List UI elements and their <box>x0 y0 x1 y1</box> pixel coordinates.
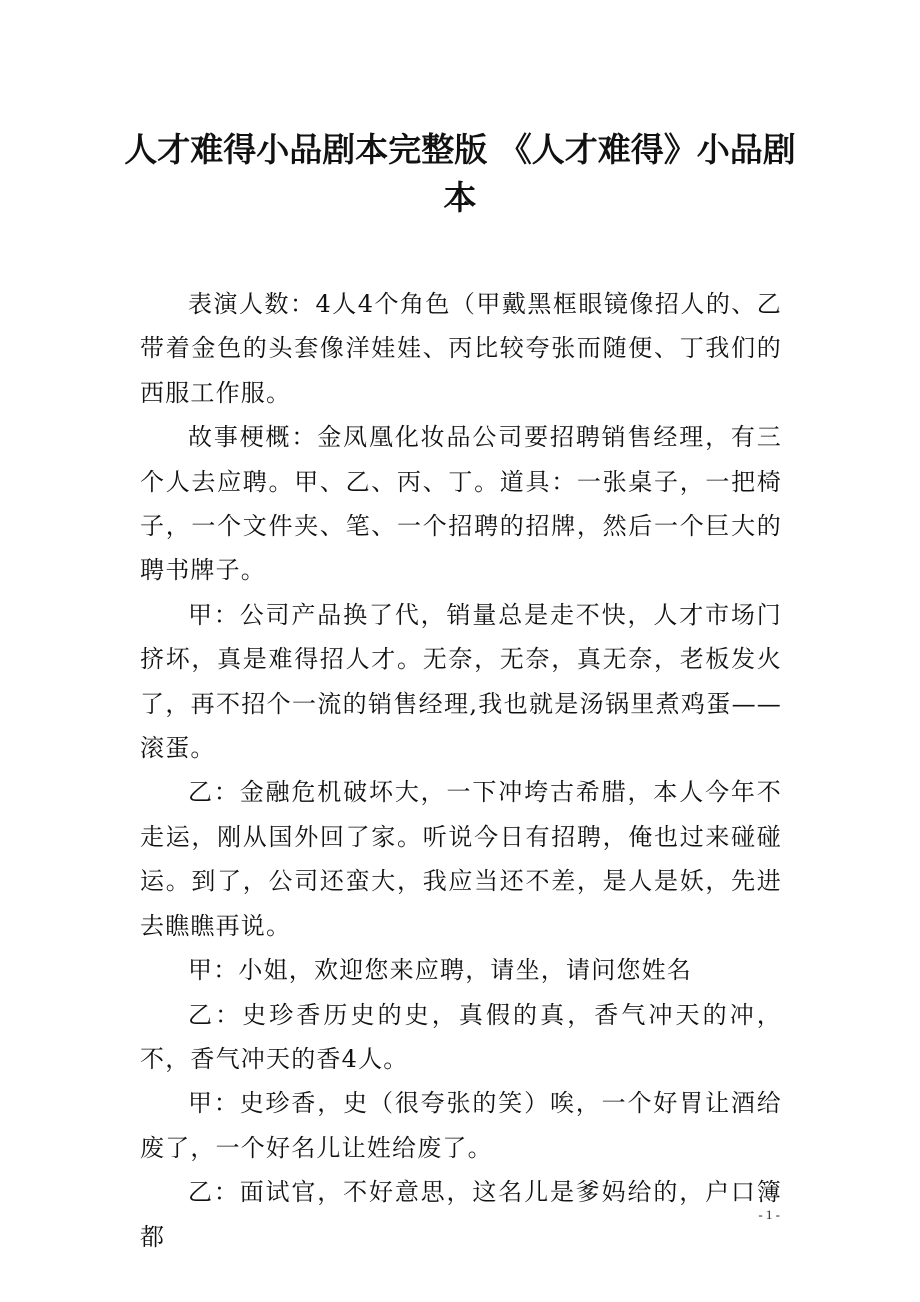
paragraph-dialogue: 甲：小姐，欢迎您来应聘，请坐，请问您姓名 <box>188 956 692 985</box>
paragraph-dialogue: 乙：金融危机破坏大，一下冲垮古希腊，本人今年不走运，刚从国外回了家。听说今日有招聘，俺也过来碰碰运。到了，公司还蛮大，我应当还不差，是人是妖，先进去瞧瞧再说。 <box>140 778 782 940</box>
paragraph-dialogue: 乙：面试官，不好意思，这名儿是爹妈给的，户口簿都 <box>140 1178 782 1251</box>
paragraph-dialogue: 甲：公司产品换了代，销量总是走不快，人才市场门挤坏，真是难得招人才。无奈，无奈，真无奈，老板发火了，再不招个一流的销售经理,我也就是汤锅里煮鸡蛋——滚蛋。 <box>140 600 782 763</box>
document-title: 人才难得小品剧本完整版 《人才难得》小品剧本 <box>124 130 796 217</box>
paragraph-synopsis: 故事梗概：金凤凰化妆品公司要招聘销售经理，有三个人去应聘。甲、乙、丙、丁。道具：一张桌子，一把椅子，一个文件夹、笔、一个招聘的招牌，然后一个巨大的聘书牌子。 <box>140 423 782 585</box>
paragraph-dialogue: 乙：史珍香历史的史，真假的真，香气冲天的冲，不，香气冲天的香4人。 <box>140 1000 782 1073</box>
document-body <box>140 282 782 1259</box>
paragraph-cast: 表演人数：4人4个角色（甲戴黑框眼镜像招人的、乙带着金色的头套像洋娃娃、丙比较夸张而随便、丁我们的西服工作服。 <box>140 290 782 407</box>
paragraph-dialogue: 甲：史珍香，史（很夸张的笑）唉，一个好胃让酒给废了，一个好名儿让姓给废了。 <box>140 1089 782 1162</box>
page-number: - 1 - <box>758 1207 780 1222</box>
